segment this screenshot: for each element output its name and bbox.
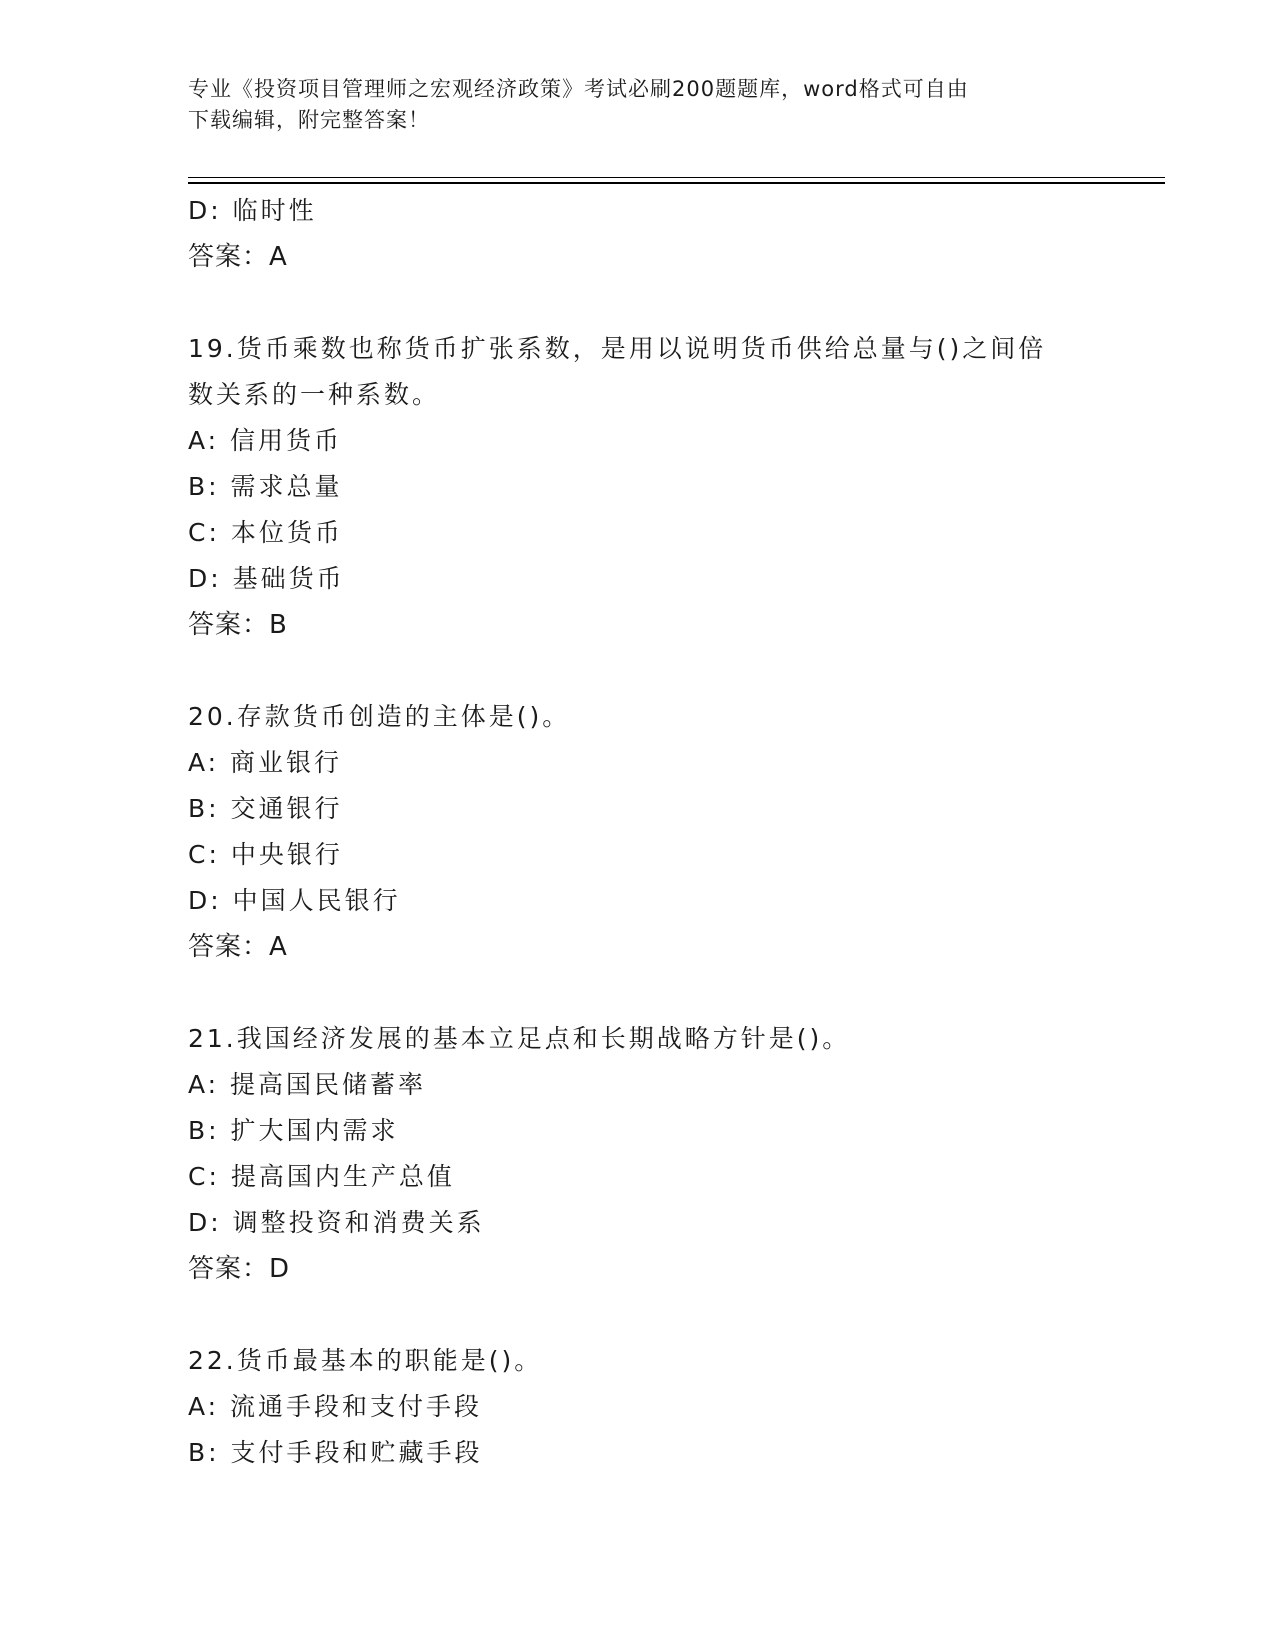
document-header [188, 74, 1088, 136]
option-a: A: 商业银行 [188, 748, 343, 777]
question-20 [188, 694, 1148, 970]
question-22 [188, 1338, 1148, 1476]
spacer [188, 970, 1148, 1016]
spacer [188, 1292, 1148, 1338]
answer: 答案：B [188, 610, 288, 640]
option-c: C: 提高国内生产总值 [188, 1162, 455, 1191]
option-b: B: 支付手段和贮藏手段 [188, 1438, 483, 1467]
header-divider-top [188, 177, 1165, 178]
option-d: D: 调整投资和消费关系 [188, 1208, 485, 1237]
question-18-tail [188, 188, 1148, 280]
question-stem: 21.我国经济发展的基本立足点和长期战略方针是()。 [188, 1024, 851, 1053]
option-b: B: 交通银行 [188, 794, 343, 823]
spacer [188, 280, 1148, 326]
question-stem: 19.货币乘数也称货币扩张系数，是用以说明货币供给总量与()之间倍 [188, 334, 1047, 363]
option-a: A: 流通手段和支付手段 [188, 1392, 483, 1421]
header-line-2: 下载编辑，附完整答案！ [188, 108, 430, 132]
question-stem: 20.存款货币创造的主体是()。 [188, 702, 571, 731]
question-21 [188, 1016, 1148, 1292]
spacer [188, 648, 1148, 694]
option-d: D: 临时性 [188, 196, 317, 225]
option-a: A: 信用货币 [188, 426, 343, 455]
option-b: B: 扩大国内需求 [188, 1116, 399, 1145]
question-stem-continued: 数关系的一种系数。 [188, 380, 441, 409]
option-d: D: 中国人民银行 [188, 886, 401, 915]
document-body [188, 188, 1148, 1476]
answer: 答案：A [188, 242, 288, 272]
answer: 答案：A [188, 932, 288, 962]
answer: 答案：D [188, 1254, 291, 1284]
header-line-1: 专业《投资项目管理师之宏观经济政策》考试必刷200题题库，word格式可自由 [188, 77, 969, 101]
question-stem: 22.货币最基本的职能是()。 [188, 1346, 543, 1375]
option-c: C: 中央银行 [188, 840, 343, 869]
header-divider-bottom [188, 182, 1165, 184]
option-d: D: 基础货币 [188, 564, 345, 593]
option-c: C: 本位货币 [188, 518, 343, 547]
question-19 [188, 326, 1148, 648]
option-b: B: 需求总量 [188, 472, 343, 501]
option-a: A: 提高国民储蓄率 [188, 1070, 427, 1099]
